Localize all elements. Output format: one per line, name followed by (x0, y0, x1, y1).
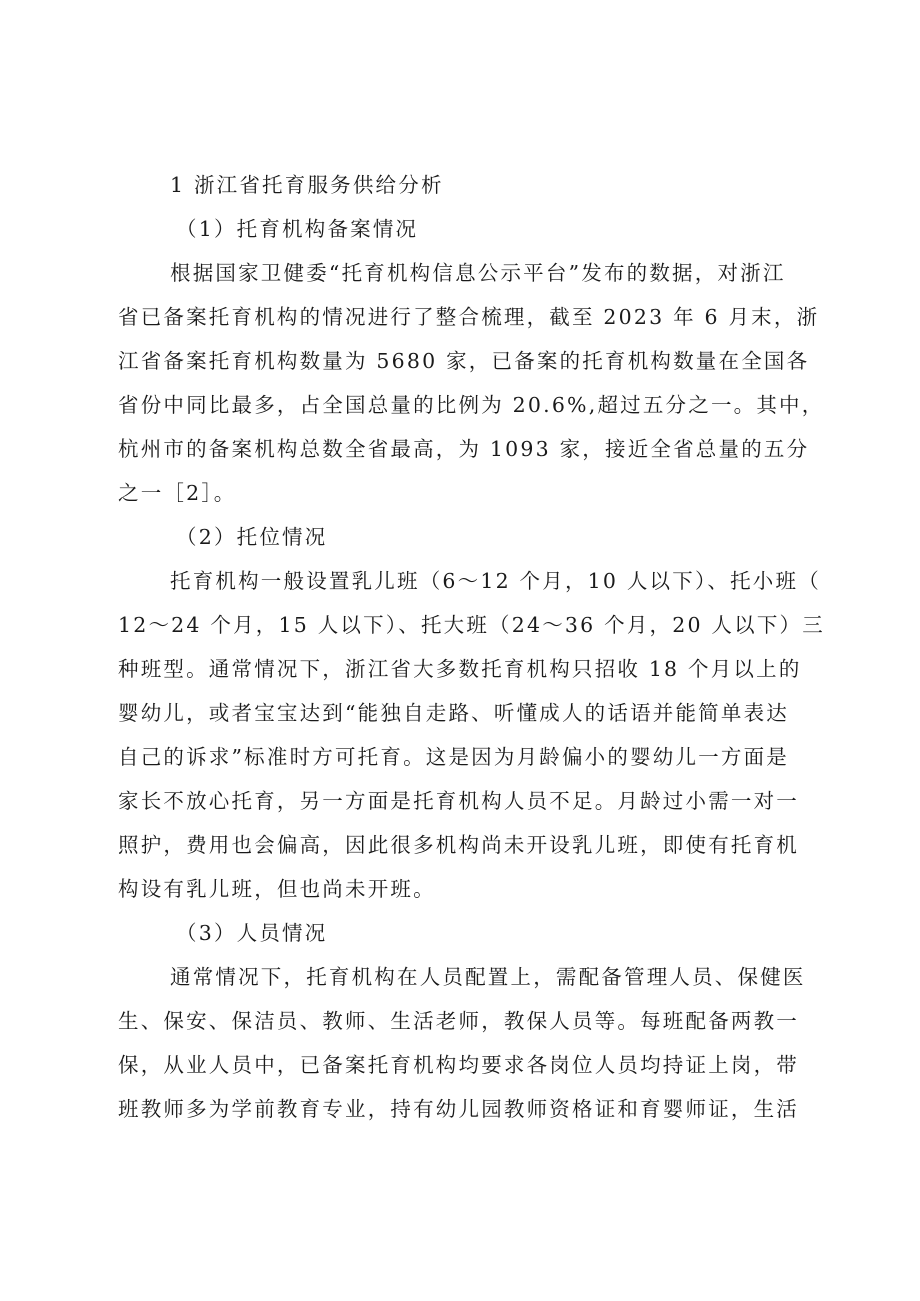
paragraph-line: 保，从业人员中，已备案托育机构均要求各岗位人员均持证上岗，带 (118, 1053, 799, 1077)
paragraph-line: 家长不放心托育，另一方面是托育机构人员不足。月龄过小需一对一 (118, 789, 799, 813)
paragraph-line: 通常情况下，托育机构在人员配置上，需配备管理人员、保健医 (170, 965, 806, 989)
paragraph-line: 种班型。通常情况下，浙江省大多数托育机构只招收 18 个月以上的 (118, 657, 802, 681)
paragraph-line: 江省备案托育机构数量为 5680 家，已备案的托育机构数量在全国各 (118, 349, 810, 373)
paragraph-line: 杭州市的备案机构总数全省最高，为 1093 家，接近全省总量的五分 (118, 437, 810, 461)
paragraph-line: 照护，费用也会偏高，因此很多机构尚未开设乳儿班，即使有托育机 (118, 833, 799, 857)
subsection-heading-slots: （2）托位情况 (176, 525, 328, 549)
paragraph-line: 托育机构一般设置乳儿班（6～12 个月，10 人以下）、托小班（ (170, 569, 821, 593)
paragraph-line: 省份中同比最多，占全国总量的比例为 20.6%,超过五分之一。其中， (118, 393, 825, 417)
paragraph-line: 婴幼儿，或者宝宝达到“能独自走路、听懂成人的话语并能简单表达 (118, 701, 789, 725)
paragraph-slots (118, 559, 825, 911)
paragraph-line: 省已备案托育机构的情况进行了整合梳理，截至 2023 年 6 月末，浙 (118, 305, 820, 329)
section-title: 1 浙江省托育服务供给分析 (170, 173, 444, 197)
subsection-heading-filing: （1）托育机构备案情况 (176, 217, 419, 241)
paragraph-line: 根据国家卫健委“托育机构信息公示平台”发布的数据，对浙江 (170, 261, 786, 285)
subsection-heading-staff: （3）人员情况 (176, 921, 328, 945)
paragraph-staff (118, 955, 804, 1131)
paragraph-line: 构设有乳儿班，但也尚未开班。 (118, 877, 436, 901)
document-body (118, 163, 825, 1131)
paragraph-line: 班教师多为学前教育专业，持有幼儿园教师资格证和育婴师证，生活 (118, 1097, 799, 1121)
paragraph-line: 之一［2］。 (118, 481, 237, 505)
paragraph-line: 12～24 个月，15 人以下）、托大班（24～36 个月，20 人以下）三 (118, 613, 825, 637)
paragraph-filing (118, 251, 825, 515)
paragraph-line: 生、保安、保洁员、教师、生活老师，教保人员等。每班配备两教一 (118, 1009, 799, 1033)
paragraph-line: 自己的诉求”标准时方可托育。这是因为月龄偏小的婴幼儿一方面是 (118, 745, 789, 769)
